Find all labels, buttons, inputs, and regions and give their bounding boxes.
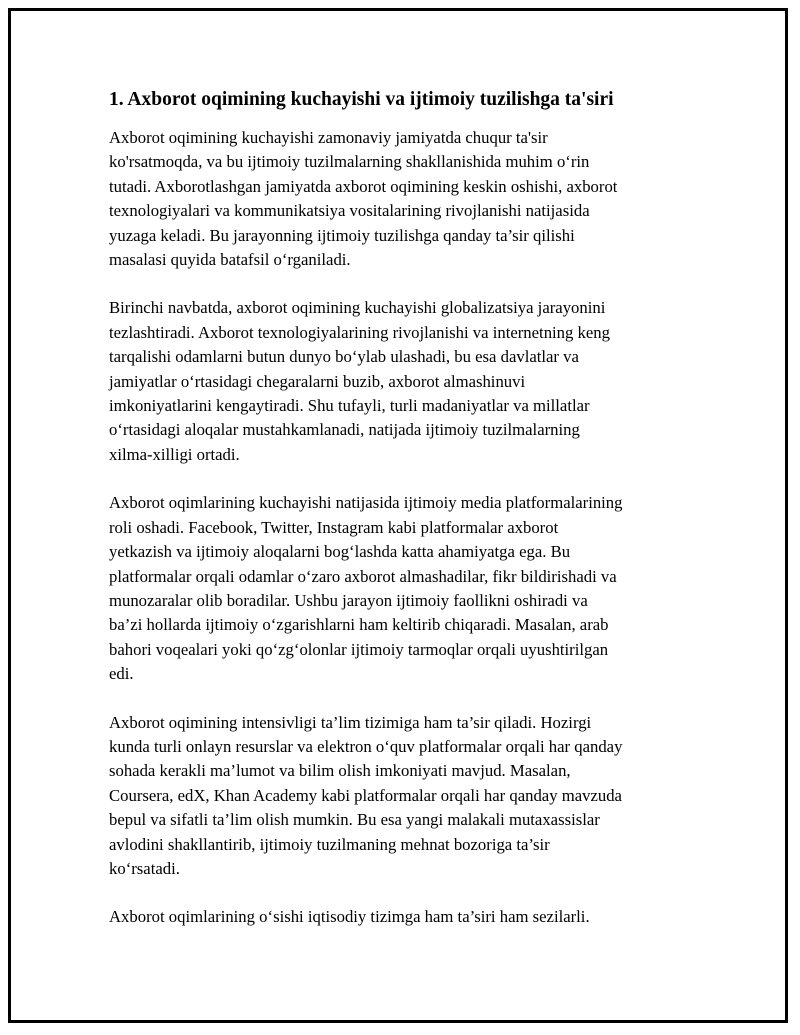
paragraph-line: ko'rsatmoqda, va bu ijtimoiy tuzilmalarning shakllanishida muhim o‘rin — [109, 152, 590, 172]
paragraph-line: roli oshadi. Facebook, Twitter, Instagram kabi platformalar axborot — [109, 517, 559, 537]
paragraph-line: masalasi quyida batafsil o‘rganiladi. — [109, 250, 351, 270]
paragraph-line: tarqalishi odamlarni butun dunyo bo‘ylab ulashadi, bu esa davlatlar va — [109, 347, 579, 367]
paragraph-line: tutadi. Axborotlashgan jamiyatda axborot oqimining keskin oshishi, axborot — [109, 176, 618, 196]
section-heading: 1. Axborot oqimining kuchayishi va ijtimoiy tuzilishga ta'siri — [109, 89, 614, 110]
paragraph-line: edi. — [109, 664, 134, 684]
paragraph-line: ko‘rsatadi. — [109, 858, 180, 878]
paragraph-line: imkoniyatlarini kengaytiradi. Shu tufayli, turli madaniyatlar va millatlar — [109, 396, 590, 416]
paragraph-line: bepul va sifatli ta’lim olish mumkin. Bu esa yangi malakali mutaxassislar — [109, 810, 600, 830]
paragraph-line: platformalar orqali odamlar o‘zaro axborot almashadilar, fikr bildirishadi va — [109, 566, 617, 586]
paragraph — [109, 126, 699, 272]
paragraph-line: jamiyatlar o‘rtasidagi chegaralarni buzib, axborot almashinuvi — [109, 371, 526, 391]
paragraph-list — [109, 126, 699, 930]
paragraph-line: yetkazish va ijtimoiy aloqalarni bog‘lashda katta ahamiyatga ega. Bu — [109, 542, 571, 562]
paragraph-line: Axborot oqimlarining o‘sishi iqtisodiy tizimga ham ta’siri ham sezilarli. — [109, 907, 590, 927]
paragraph-line: texnologiyalari va kommunikatsiya vositalarining rivojlanishi natijasida — [109, 201, 590, 221]
document-body — [109, 88, 699, 954]
paragraph-line: o‘rtasidagi aloqalar mustahkamlanadi, natijada ijtimoiy tuzilmalarning — [109, 420, 580, 440]
paragraph-line: munozaralar olib boradilar. Ushbu jarayon ijtimoiy faollikni oshiradi va — [109, 590, 588, 610]
paragraph-line: sohada kerakli ma’lumot va bilim olish imkoniyati mavjud. Masalan, — [109, 761, 571, 781]
paragraph-line: yuzaga keladi. Bu jarayonning ijtimoiy tuzilishga qanday ta’sir qilishi — [109, 225, 575, 245]
paragraph-line: bahori voqealari yoki qo‘zg‘olonlar ijtimoiy tarmoqlar orqali uyushtirilgan — [109, 639, 609, 659]
paragraph-line: Coursera, edX, Khan Academy kabi platformalar orqali har qanday mavzuda — [109, 785, 622, 805]
paragraph — [109, 711, 699, 882]
paragraph-line: avlodini shakllantirib, ijtimoiy tuzilmaning mehnat bozoriga ta’sir — [109, 834, 550, 854]
paragraph-line: kunda turli onlayn resurslar va elektron o‘quv platformalar orqali har qanday — [109, 736, 623, 756]
paragraph-line: ba’zi hollarda ijtimoiy o‘zgarishlarni ham keltirib chiqaradi. Masalan, arab — [109, 615, 609, 635]
paragraph — [109, 296, 699, 467]
paragraph-line: Axborot oqimining kuchayishi zamonaviy jamiyatda chuqur ta'sir — [109, 128, 548, 147]
paragraph-line: tezlashtiradi. Axborot texnologiyalarining rivojlanishi va internetning keng — [109, 322, 610, 342]
paragraph-line: Axborot oqimining intensivligi ta’lim tizimiga ham ta’sir qiladi. Hozirgi — [109, 712, 592, 732]
paragraph-line: Birinchi navbatda, axborot oqimining kuchayishi globalizatsiya jarayonini — [109, 298, 606, 318]
paragraph-line: xilma-xilligi ortadi. — [109, 444, 240, 464]
paragraph-line: Axborot oqimlarining kuchayishi natijasida ijtimoiy media platformalarining — [109, 493, 623, 513]
paragraph — [109, 905, 699, 929]
paragraph — [109, 491, 699, 686]
